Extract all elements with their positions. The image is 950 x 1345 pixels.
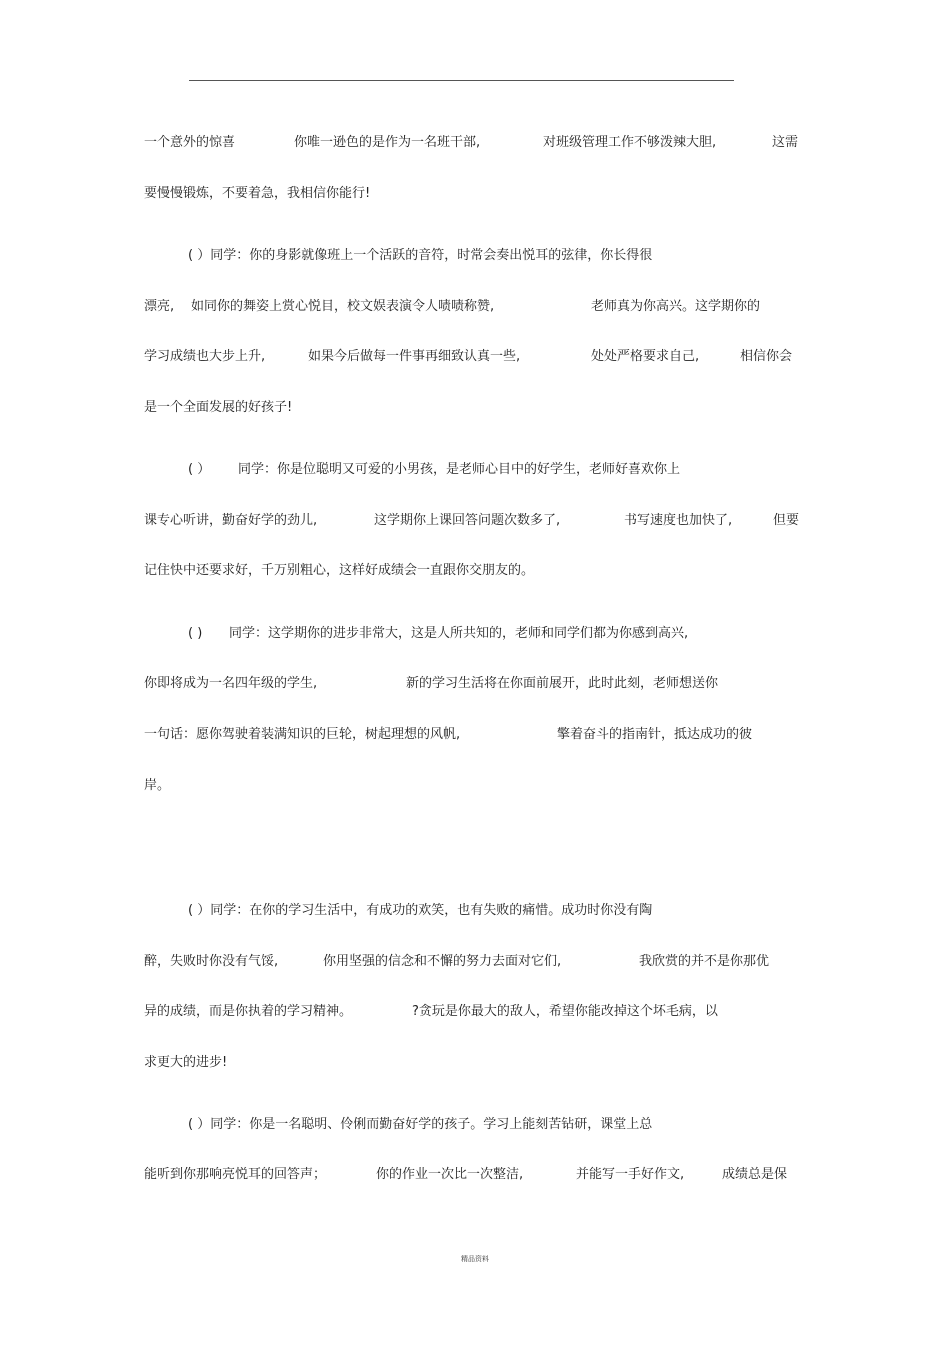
text-segment: 岸。 [144, 778, 171, 793]
text-segment: 你用坚强的信念和不懈的努力去面对它们, [323, 954, 562, 969]
text-segment: 你的作业一次比一次整洁, [376, 1167, 524, 1182]
text-segment: 这学期你上课回答问题次数多了, [374, 513, 561, 528]
text-segment: 漂亮, [144, 299, 175, 314]
text-segment: 如果今后做每一件事再细致认真一些, [308, 349, 521, 364]
text-segment: ( ）同学：你的身影就像班上一个活跃的音符，时常会奏出悦耳的弦律，你长得很 [188, 248, 653, 263]
text-segment: 相信你会 [740, 349, 793, 364]
text-segment: ?贪玩是你最大的敌人，希望你能改掉这个坏毛病，以 [412, 1004, 718, 1019]
text-segment: 我欣赏的并不是你那优 [639, 954, 770, 969]
text-segment: 新的学习生活将在你面前展开，此时此刻，老师想送你 [406, 676, 719, 691]
text-segment: 但要 [773, 513, 800, 528]
text-segment: ( ）同学：在你的学习生活中，有成功的欢笑，也有失败的痛惜。成功时你没有陶 [188, 903, 653, 918]
text-segment: 要慢慢锻炼，不要着急，我相信你能行! [144, 186, 371, 201]
text-segment: 能听到你那响亮悦耳的回答声； [144, 1167, 327, 1182]
header-rule [189, 80, 734, 81]
text-segment: 处处严格要求自己, [591, 349, 700, 364]
text-segment: 你唯一逊色的是作为一名班干部, [294, 135, 481, 150]
text-segment: 成绩总是保 [722, 1167, 788, 1182]
text-segment: 书写速度也加快了, [624, 513, 733, 528]
text-segment: 异的成绩，而是你执着的学习精神。 [144, 1004, 353, 1019]
text-segment: 课专心听讲，勤奋好学的劲儿, [144, 513, 318, 528]
text-segment: ( ） [188, 462, 211, 477]
text-segment: 求更大的进步! [144, 1055, 228, 1070]
text-segment: ( ）同学：你是一名聪明、伶俐而勤奋好学的孩子。学习上能刻苦钻研，课堂上总 [188, 1117, 653, 1132]
text-segment: 醉，失败时你没有气馁, [144, 954, 279, 969]
text-segment: 擎着奋斗的指南针，抵达成功的彼 [557, 727, 753, 742]
text-segment: 一个意外的惊喜 [144, 135, 236, 150]
text-segment: 学习成绩也大步上升, [144, 349, 266, 364]
text-segment: 同学：你是位聪明又可爱的小男孩，是老师心目中的好学生，老师好喜欢你上 [238, 462, 681, 477]
text-segment: 老师真为你高兴。这学期你的 [591, 299, 761, 314]
text-segment: 你即将成为一名四年级的学生, [144, 676, 318, 691]
text-segment: 并能写一手好作文, [576, 1167, 685, 1182]
page-footer: 精品资料 [461, 1255, 489, 1263]
text-segment: 记住快中还要求好，千万别粗心，这样好成绩会一直跟你交朋友的。 [144, 563, 535, 578]
text-segment: 如同你的舞姿上赏心悦目，校文娱表演令人啧啧称赞, [191, 299, 495, 314]
text-segment: 同学：这学期你的进步非常大，这是人所共知的，老师和同学们都为你感到高兴, [229, 626, 689, 641]
text-segment: 这需 [772, 135, 799, 150]
text-segment: ( ) [188, 626, 203, 641]
text-segment: 一句话：愿你驾驶着装满知识的巨轮，树起理想的风帆, [144, 727, 461, 742]
text-segment: 对班级管理工作不够泼辣大胆, [543, 135, 717, 150]
text-segment: 是一个全面发展的好孩子! [144, 400, 293, 415]
